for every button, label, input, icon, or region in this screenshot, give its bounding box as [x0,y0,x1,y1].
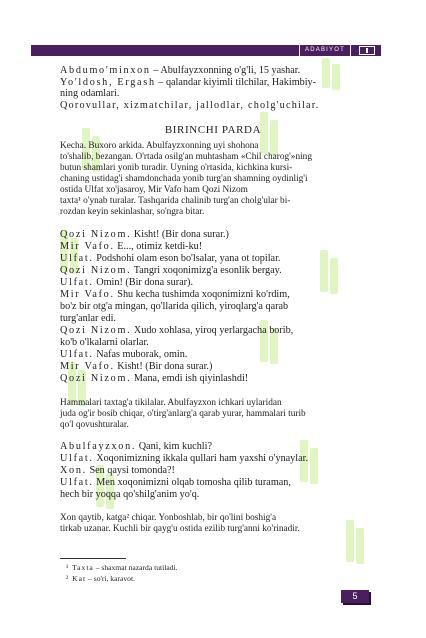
cast-desc: ning odamlari. [60,88,120,99]
dialogue-line [60,289,370,300]
dialogue-line [60,373,370,384]
dialogue-line [60,453,370,464]
speaker: Qozi Nizom. [60,325,132,336]
speech: Nafas muborak, omin. [93,349,188,360]
speech: Sen qaysi tomonda?! [86,465,175,476]
dialogue-line [60,361,370,372]
dialogue-line [60,349,370,360]
dialogue-line [60,313,370,324]
cast-desc: – qalandar kiyimli tilchilar, Hakimbiy- [155,77,317,88]
speech: Mana, emdi ish qiyinlashdi! [131,373,249,384]
speaker: Qozi Nizom. [60,265,132,276]
stage-direction-line: to'shalib, bezangan. O'rtada osilg'an muhtasham «Chil charog'»ning [60,152,312,162]
speaker: Mir Vafo. [60,289,115,300]
cast-name: Qorovullar, xizmatchilar, jallodlar, cholg'uchilar. [60,100,320,111]
speech: Men xoqonimizni olqab tomosha qilib turaman, [93,477,291,488]
speaker: Ulfat. [60,349,94,360]
dialogue-line [60,441,370,452]
cast-name: Yo'ldosh, Ergash [60,77,156,88]
footnote [66,574,135,583]
book-icon [359,46,375,55]
header-title: ADABIYOT [299,45,351,56]
speaker: Qozi Nizom. [60,229,132,240]
speaker: Qozi Nizom. [60,373,132,384]
speech: Kisht! (Bir dona surar.) [114,361,213,372]
speech: Kisht! (Bir dona surar.) [131,229,229,240]
stage-direction-line: juda og'ir bosib chiqar, o'tirg'anlarg'a qarab yurar, hammalari turib [60,409,306,419]
dialogue-line [60,465,370,476]
speech: E..., otimiz ketdi-ku! [114,241,203,252]
stage-direction-line: Kecha. Buxoro arkida. Abulfayzxonning uyi shohona [60,141,259,151]
footnote-def: – so'ri, karavot. [86,574,135,583]
footnote-term: ¹ Taxta [66,563,94,572]
stage-direction-line: Hammalari taxtag'a tikilalar. Abulfayzxon ichkari uylaridan [60,398,282,408]
stage-direction-line: rozdan keyin sekinlashar, so'ngra bitar. [60,207,205,217]
stage-direction-line: qo'l qovushturalar. [60,420,129,430]
dialogue-line [60,277,370,288]
stage-direction-line: butun shamlari yonib turadir. Uyning o'rtasida, kichkina kursi- [60,163,293,173]
footnote-def: – shaxmat nazarda tutiladi. [93,563,178,572]
speech: Podshohi olam eson bo'lsalar, yana ot topilar. [93,253,281,264]
dialogue-line [60,229,370,240]
speech: Qani, kim kuchli? [136,441,212,452]
speaker: Ulfat. [60,477,94,488]
page-number: 5 [341,590,369,603]
speech: ko'b o'lkalarni olarlar. [60,337,149,348]
speaker: Mir Vafo. [60,241,115,252]
dialogue-line [60,241,370,252]
stage-direction-line: taxta¹ o'ynab turalar. Tashqarida chalinib turg'an cholg'ular bi- [60,196,291,206]
speaker: Mir Vafo. [60,361,115,372]
speech: hech bir yoqqa qo'shilg'anim yo'q. [60,489,200,500]
act-title: BIRINCHI PARDA [164,124,262,136]
dialogue-line [60,265,370,276]
cast-line [60,65,370,76]
stage-direction-line: ostida Ulfat xo'jasaroy, Mir Vafo ham Qozi Nizom [60,185,248,195]
speaker: Ulfat. [60,253,94,264]
speech: Tangri xoqonimizg'a esonlik bergay. [131,265,282,276]
speech: Omin! (Bir dona surar). [93,277,193,288]
speaker: Abulfayzxon. [60,441,137,452]
stage-direction-line: chaning ustidag'i shamdonchada yonib turg'an shamning oydinlig'i [60,174,308,184]
speaker: Xon. [60,465,87,476]
cast-line [60,88,370,99]
speech: Shu kecha tushimda xoqonimizni ko'rdim, [114,289,290,300]
cast-desc: – Abulfayzxonning o'g'li, 15 yashar. [150,65,301,76]
dialogue-line [60,253,370,264]
speech: bo'z bir otg'a mingan, qo'llarida qilich, yiroqlarg'a qarab [60,301,289,312]
footnote-term: ² Kat [66,574,87,583]
cast-line [60,100,370,111]
dialogue-line [60,337,370,348]
footnote-divider [60,558,126,559]
stage-direction-line: tirkab uzanar. Kuchli bir qayg'u ostida ezilib turg'anni ko'rinadir. [60,524,300,534]
dialogue-line [60,477,370,488]
cast-line [60,77,370,88]
speaker: Ulfat. [60,453,94,464]
speech: Xoqonimizning ikkala qullari ham yaxshi o'ynaylar. [93,453,309,464]
dialogue-line [60,325,370,336]
speech: Xudo xohlasa, yiroq yerlargacha borib, [131,325,294,336]
speech: turg'anlar edi. [60,313,116,324]
speaker: Ulfat. [60,277,94,288]
dialogue-line [60,301,370,312]
stage-direction-line: Xon qaytib, katga² chiqar. Yonboshlab, bir qo'lini boshig'a [60,513,277,523]
header-bar [31,45,381,56]
cast-name: Abdumo'minxon [60,65,151,76]
footnote [66,563,178,572]
dialogue-line [60,489,370,500]
